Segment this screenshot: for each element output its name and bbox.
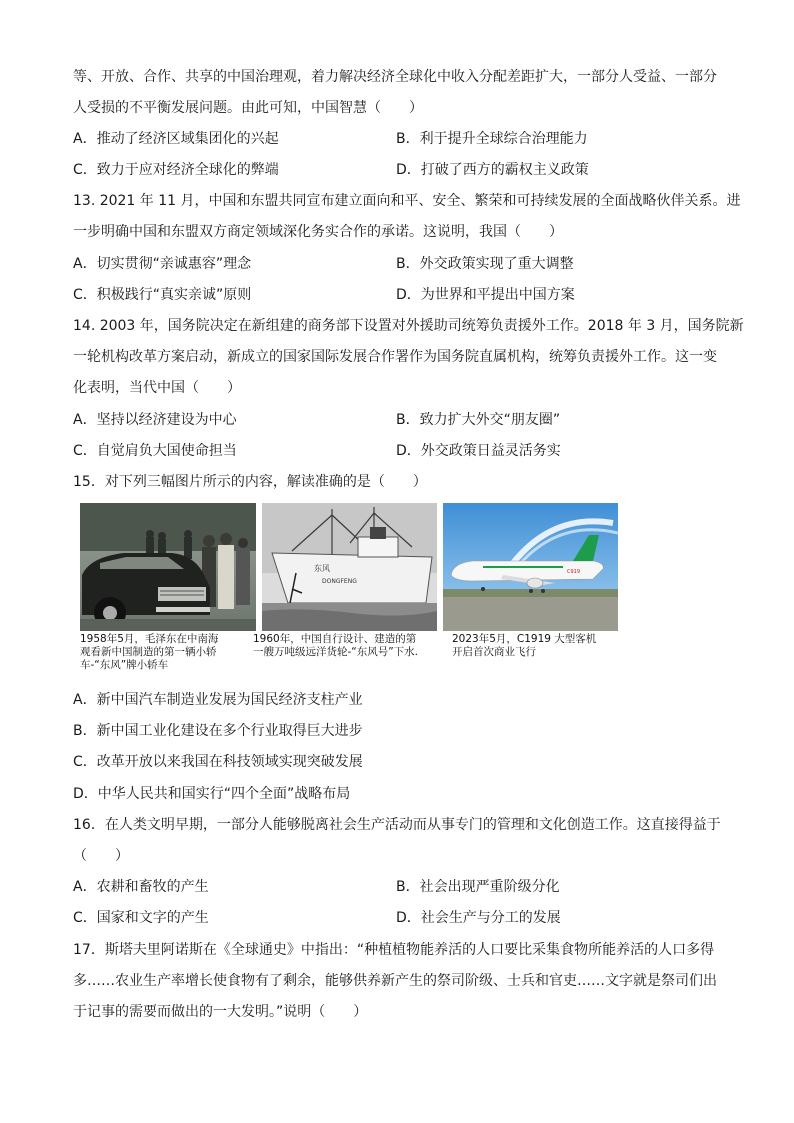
caption-car-line-1: 1958年5月，毛泽东在中南海 xyxy=(80,633,219,645)
car-photo-image xyxy=(80,503,256,631)
photo-car xyxy=(80,503,256,631)
q12-stem-line-2: 人受损的不平衡发展问题。由此可知，中国智慧（ ） xyxy=(73,100,423,116)
q17-stem-line-2: 多……农业生产率增长使食物有了剩余，能够供养新产生的祭司阶级、士兵和官吏……文字就是祭司们出 xyxy=(73,973,717,989)
q12-option-a[interactable]: A．推动了经济区域集团化的兴起 xyxy=(73,131,279,147)
ship-photo-image xyxy=(262,503,437,631)
q13-stem-line-1: 13. 2021 年 11 月，中国和东盟共同宣布建立面向和平、安全、繁荣和可持续发展的全面战略伙伴关系。进 xyxy=(73,193,741,209)
q12-option-d[interactable]: D．打破了西方的霸权主义政策 xyxy=(396,162,589,178)
q14-option-d[interactable]: D．外交政策日益灵活务实 xyxy=(396,443,561,459)
caption-ship xyxy=(253,633,418,659)
q15-option-b[interactable]: B．新中国工业化建设在多个行业取得巨大进步 xyxy=(73,723,363,739)
plane-mark-label: C919 xyxy=(567,569,581,575)
q14-stem-line-1: 14. 2003 年，国务院决定在新组建的商务部下设置对外援助司统筹负责援外工作。2018 年 3 月，国务院新 xyxy=(73,318,744,334)
q12-stem-line-1: 等、开放、合作、共享的中国治理观，着力解决经济全球化中收入分配差距扩大，一部分人受益、一部分 xyxy=(73,69,717,85)
caption-ship-line-2: 一艘万吨级远洋货轮-“东风号”下水. xyxy=(253,646,419,658)
q16-option-a[interactable]: A．农耕和畜牧的产生 xyxy=(73,879,209,895)
q16-option-d[interactable]: D．社会生产与分工的发展 xyxy=(396,910,561,926)
q16-stem-line-2: （ ） xyxy=(73,848,129,864)
photo-plane xyxy=(443,503,618,631)
q14-stem-line-2: 一轮机构改革方案启动，新成立的国家国际发展合作署作为国务院直属机构，统筹负责援外工作。这一变 xyxy=(73,349,717,365)
q14-option-c[interactable]: C．自觉肩负大国使命担当 xyxy=(73,443,237,459)
caption-plane-line-1: 2023年5月，C1919 大型客机 xyxy=(452,633,597,645)
q15-option-a[interactable]: A．新中国汽车制造业发展为国民经济支柱产业 xyxy=(73,692,363,708)
q16-stem-line-1: 16．在人类文明早期，一部分人能够脱离社会生产活动而从事专门的管理和文化创造工作。这直接得益于 xyxy=(73,817,721,833)
q16-option-c[interactable]: C．国家和文字的产生 xyxy=(73,910,209,926)
q13-option-a[interactable]: A．切实贯彻“亲诚惠容”理念 xyxy=(73,256,252,272)
q17-stem-line-1: 17．斯塔夫里阿诺斯在《全球通史》中指出：“种植植物能养活的人口要比采集食物所能养活的人口多得 xyxy=(73,942,715,958)
ship-cn-label: 东风 xyxy=(314,564,330,573)
caption-car-line-2: 观看新中国制造的第一辆小轿 xyxy=(80,646,217,658)
q15-stem: 15．对下列三幅图片所示的内容，解读准确的是（ ） xyxy=(73,474,427,490)
q17-stem-line-3: 于记事的需要而做出的一大发明。”说明（ ） xyxy=(73,1004,368,1020)
q13-stem-line-2: 一步明确中国和东盟双方商定领域深化务实合作的承诺。这说明，我国（ ） xyxy=(73,224,563,240)
q13-option-c[interactable]: C．积极践行“真实亲诚”原则 xyxy=(73,287,252,303)
caption-ship-line-1: 1960年，中国自行设计、建造的第 xyxy=(253,633,417,645)
q16-option-b[interactable]: B．社会出现严重阶级分化 xyxy=(396,879,560,895)
q15-option-d[interactable]: D．中华人民共和国实行“四个全面”战略布局 xyxy=(73,786,351,802)
q15-option-c[interactable]: C．改革开放以来我国在科技领域实现突破发展 xyxy=(73,754,363,770)
plane-photo-image xyxy=(443,503,618,631)
caption-plane-line-2: 开启首次商业飞行 xyxy=(452,646,536,658)
q13-option-b[interactable]: B．外交政策实现了重大调整 xyxy=(396,256,574,272)
photo-ship xyxy=(262,503,437,631)
caption-car-line-3: 车-“东风”牌小轿车 xyxy=(80,659,169,671)
q13-option-d[interactable]: D．为世界和平提出中国方案 xyxy=(396,287,575,303)
caption-plane xyxy=(452,633,596,659)
ship-name-label: DONGFENG xyxy=(322,578,357,585)
q14-option-a[interactable]: A．坚持以经济建设为中心 xyxy=(73,412,237,428)
q14-stem-line-3: 化表明，当代中国（ ） xyxy=(73,380,241,396)
q12-option-b[interactable]: B．利于提升全球综合治理能力 xyxy=(396,131,588,147)
q14-option-b[interactable]: B．致力扩大外交“朋友圈” xyxy=(396,412,561,428)
q12-option-c[interactable]: C．致力于应对经济全球化的弊端 xyxy=(73,162,279,178)
caption-car xyxy=(80,633,218,672)
